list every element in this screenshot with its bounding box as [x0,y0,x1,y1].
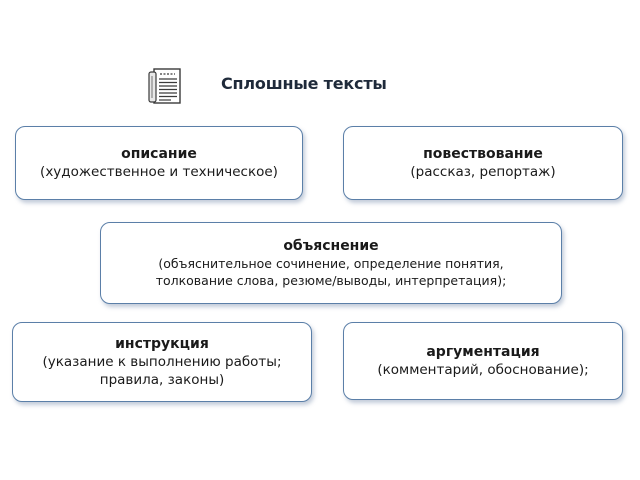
box-narrative [343,126,623,200]
box-narrative-text: (рассказ, репортаж) [410,164,556,180]
box-argument [343,322,623,400]
box-description-text: (художественное и техническое) [40,164,278,180]
document-icon [147,67,183,105]
box-explanation-text: (объяснительное сочинение, определение понятия, толкование слова, резюме/выводы, интерпретация); [155,256,507,288]
box-instruction [12,322,312,402]
box-instruction-title: инструкция [115,336,209,352]
box-description-title: описание [121,146,197,162]
box-argument-text: (комментарий, обоснование); [377,362,589,378]
box-argument-title: аргументация [426,344,540,360]
box-explanation-title: объяснение [283,238,379,254]
page-title: Сплошные тексты [221,74,387,93]
box-instruction-text: (указание к выполнению работы; правила, законы) [42,354,282,388]
box-description [15,126,303,200]
box-narrative-title: повествование [423,146,543,162]
box-explanation [100,222,562,304]
